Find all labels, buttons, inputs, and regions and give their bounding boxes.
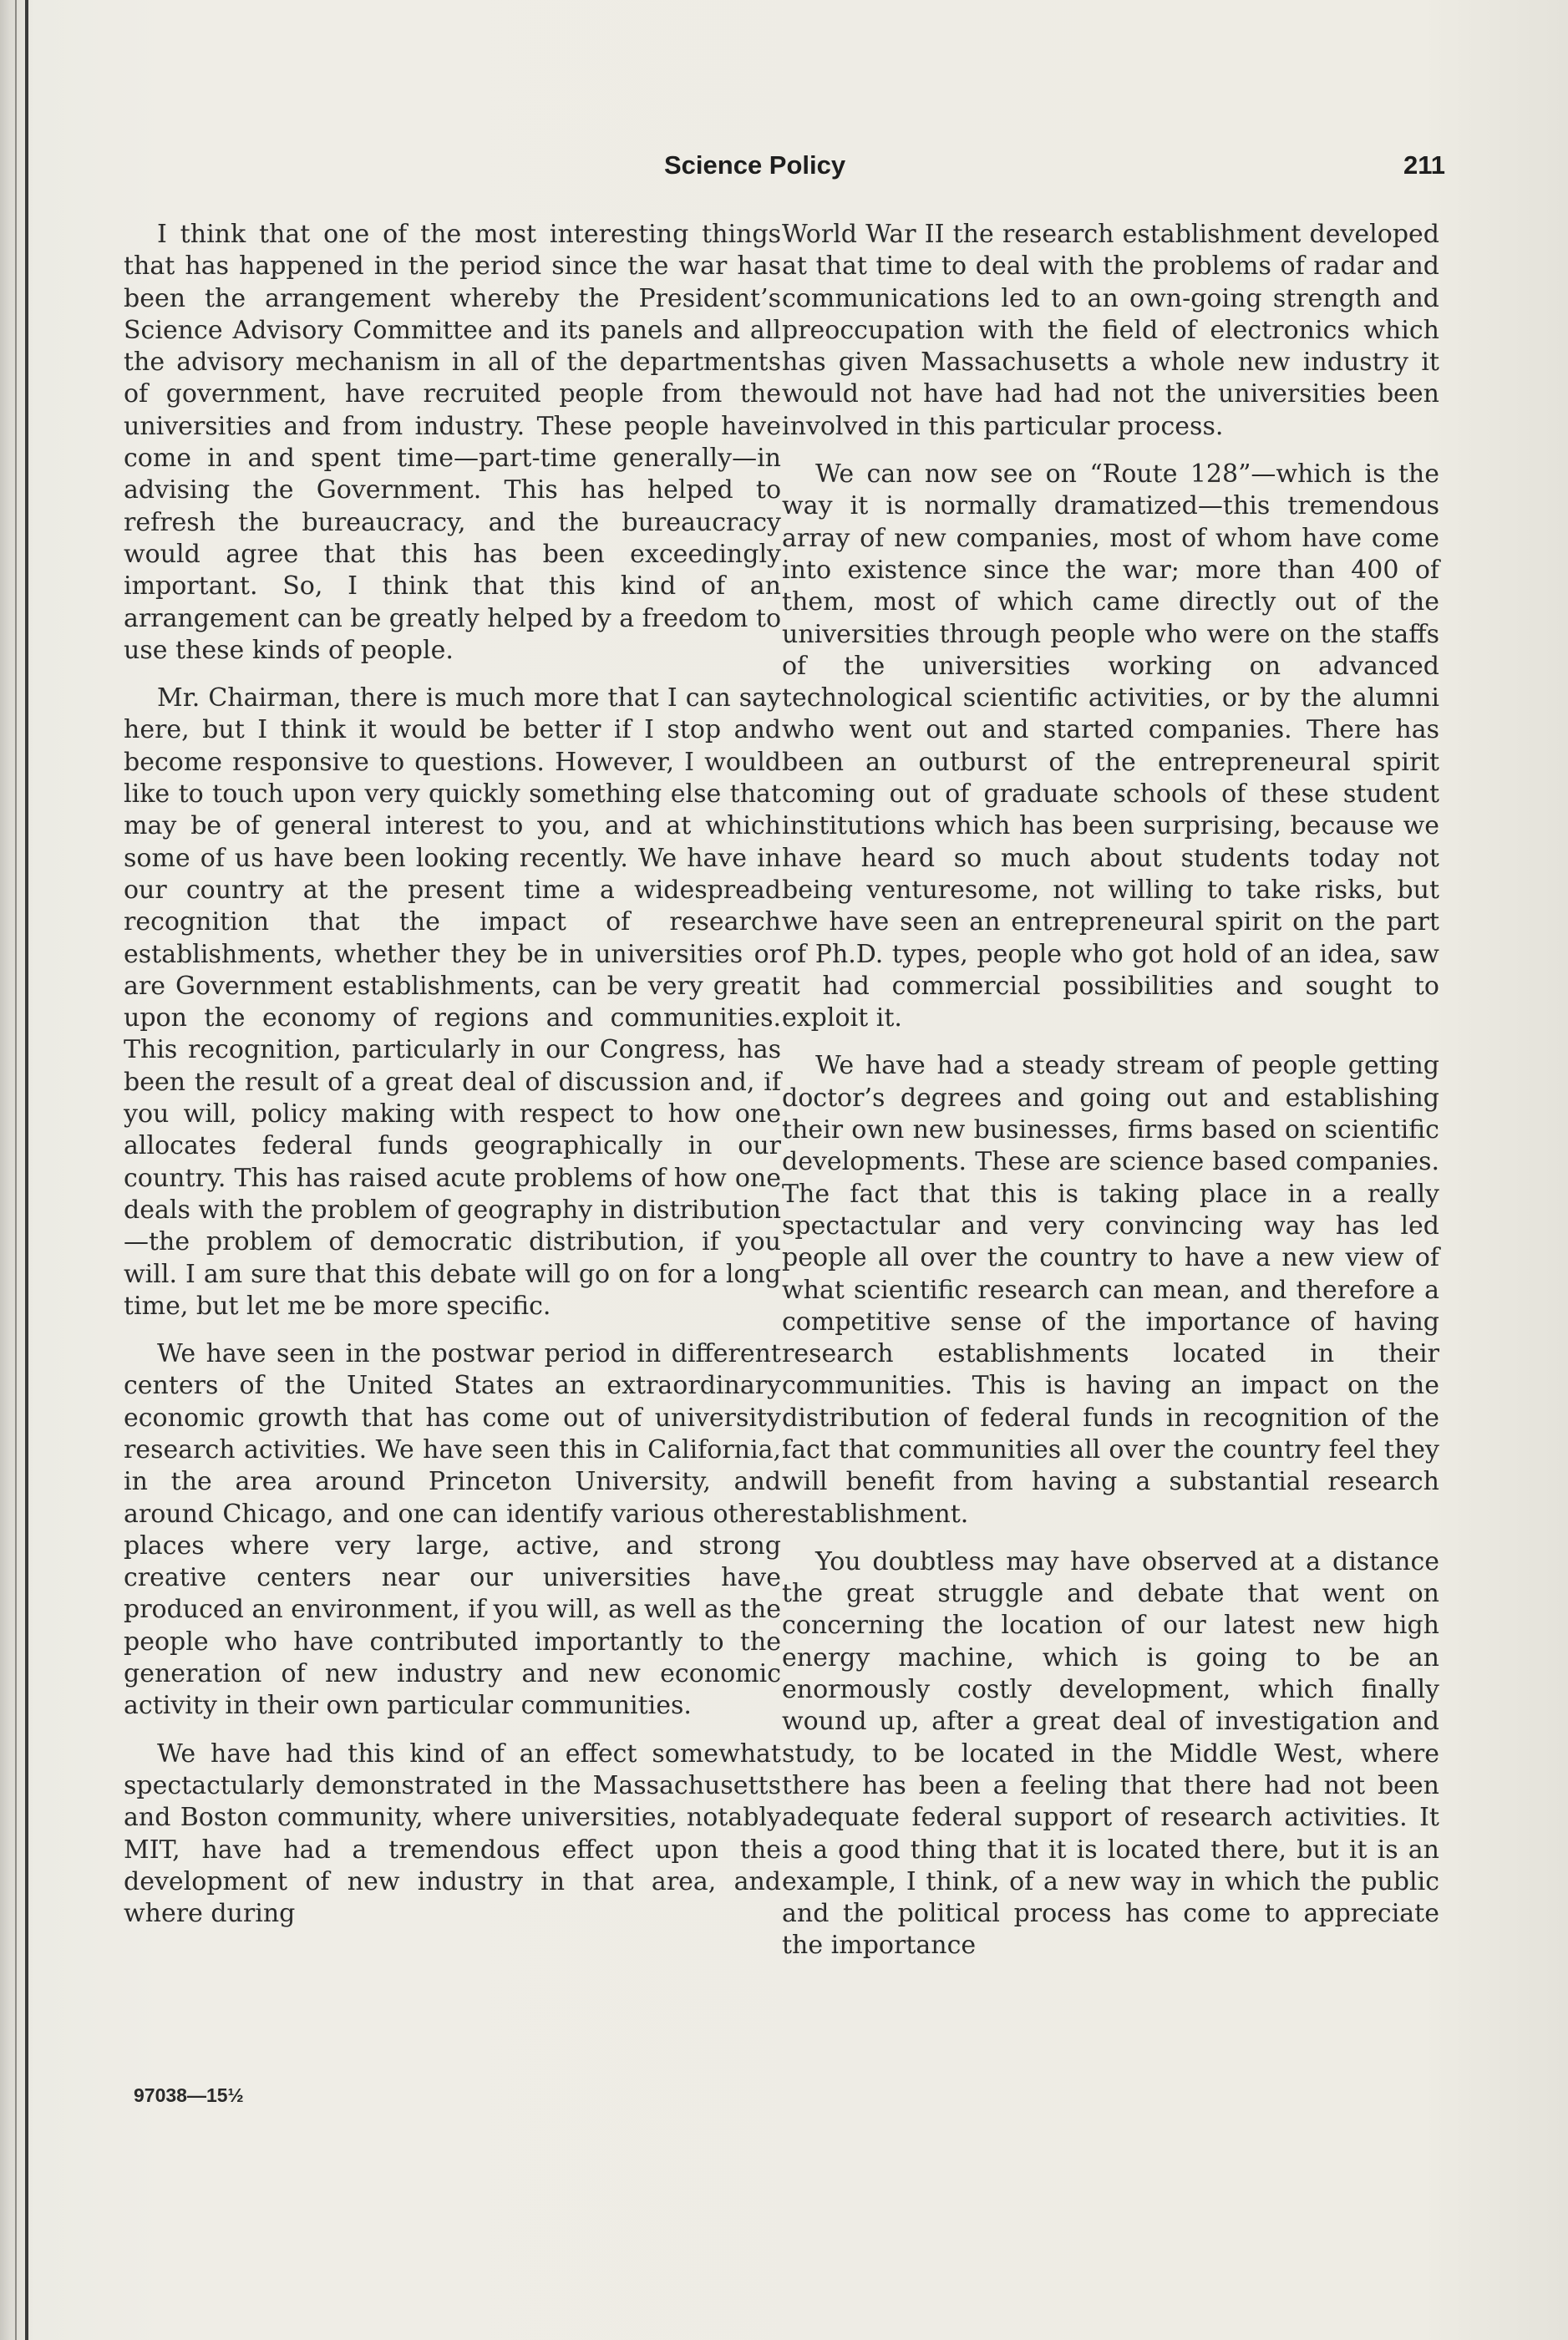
paragraph: We have seen in the postwar period in different centers of the United States an extraordinary economic growth that has come out of university research activities. We have seen this in California, in the area around Princeton University, and around Chicago, and one can identify various other places where very large, active, and strong creative centers near our universities have produced an environment, if you will, as well as the people who have contributed importantly to the generation of new industry and new economic activity in their own particular communities. xyxy=(124,1339,781,1721)
left-column xyxy=(124,219,781,1946)
page-header xyxy=(134,150,1445,192)
page-number: 211 xyxy=(1403,150,1445,180)
paragraph: We have had a steady stream of people getting doctor’s degrees and going out and establishing their own new businesses, firms based on scientific developments. These are science based companies. The fact that this is taking place in a really spectactular and very convincing way has led people all over the country to have a new view of what scientific research can mean, and therefore a competitive sense of the importance of having research establishments located in their communities. This is having an impact on the distribution of federal funds in recognition of the fact that communities all over the country feel they will benefit from having a substantial research establishment. xyxy=(782,1051,1439,1529)
paragraph: You doubtless may have observed at a distance the great struggle and debate that went on concerning the location of our latest new high energy machine, which is going to be an enormously costly development, which finally wound up, after a great deal of investigation and study, to be located in the Middle West, where there has been a feeling that there had not been adequate federal support of research activities. It is a good thing that it is located there, but it is an example, I think, of a new way in which the public and the political process has come to appreciate the importance xyxy=(782,1546,1439,1961)
paragraph: Mr. Chairman, there is much more that I can say here, but I think it would be better if I stop and become responsive to questions. However, I would like to touch upon very quickly something else that may be of general interest to you, and at which some of us have been looking recently. We have in our country at the present time a widespread recognition that the impact of research establishments, whether they be in universities or are Government establishments, can be very great upon the economy of regions and communities. This recognition, particularly in our Congress, has been the result of a great deal of discussion and, if you will, policy making with respect to how one allocates federal funds geographically in our country. This has raised acute problems of how one deals with the problem of geography in distribution—the problem of democratic distribution, if you will. I am sure that this debate will go on for a long time, but let me be more specific. xyxy=(124,683,781,1321)
printer-signature-code: 97038—15½ xyxy=(134,2084,244,2106)
right-column xyxy=(782,219,1439,1978)
binding-spine xyxy=(25,0,28,2340)
binding-edge xyxy=(15,0,17,2340)
paragraph: We have had this kind of an effect somewhat spectactularly demonstrated in the Massachusetts and Boston community, where universities, notably MIT, have had a tremendous effect upon the development of new industry in that area, and where during xyxy=(124,1739,781,1929)
running-title: Science Policy xyxy=(664,150,846,180)
paragraph: We can now see on “Route 128”—which is the way it is normally dramatized—this tremendous array of new companies, most of whom have come into existence since the war; more than 400 of them, most of which came directly out of the universities through people who were on the staffs of the universities working on advanced technological scientific activities, or by the alumni who went out and started companies. There has been an outburst of the entrepreneural spirit coming out of graduate schools of these student institutions which has been surprising, because we have heard so much about students today not being venturesome, not willing to take risks, but we have seen an entrepreneural spirit on the part of Ph.D. types, people who got hold of an idea, saw it had commercial possibilities and sought to exploit it. xyxy=(782,459,1439,1033)
paragraph-continuation: World War II the research establishment developed at that time to deal with the problems of radar and communications led to an own-going strength and preoccupation with the field of electronics which has given Massachusetts a whole new industry it would not have had had not the universities been involved in this particular process. xyxy=(782,220,1439,441)
paragraph: I think that one of the most interesting things that has happened in the period since the war has been the arrangement whereby the President’s Science Advisory Committee and its panels and all the advisory mechanism in all of the departments of government, have recruited people from the universities and from industry. These people have come in and spent time—part-time generally—in advising the Government. This has helped to refresh the bureaucracy, and the bureaucracy would agree that this has been exceedingly important. So, I think that this kind of an arrangement can be greatly helped by a freedom to use these kinds of people. xyxy=(124,220,782,665)
